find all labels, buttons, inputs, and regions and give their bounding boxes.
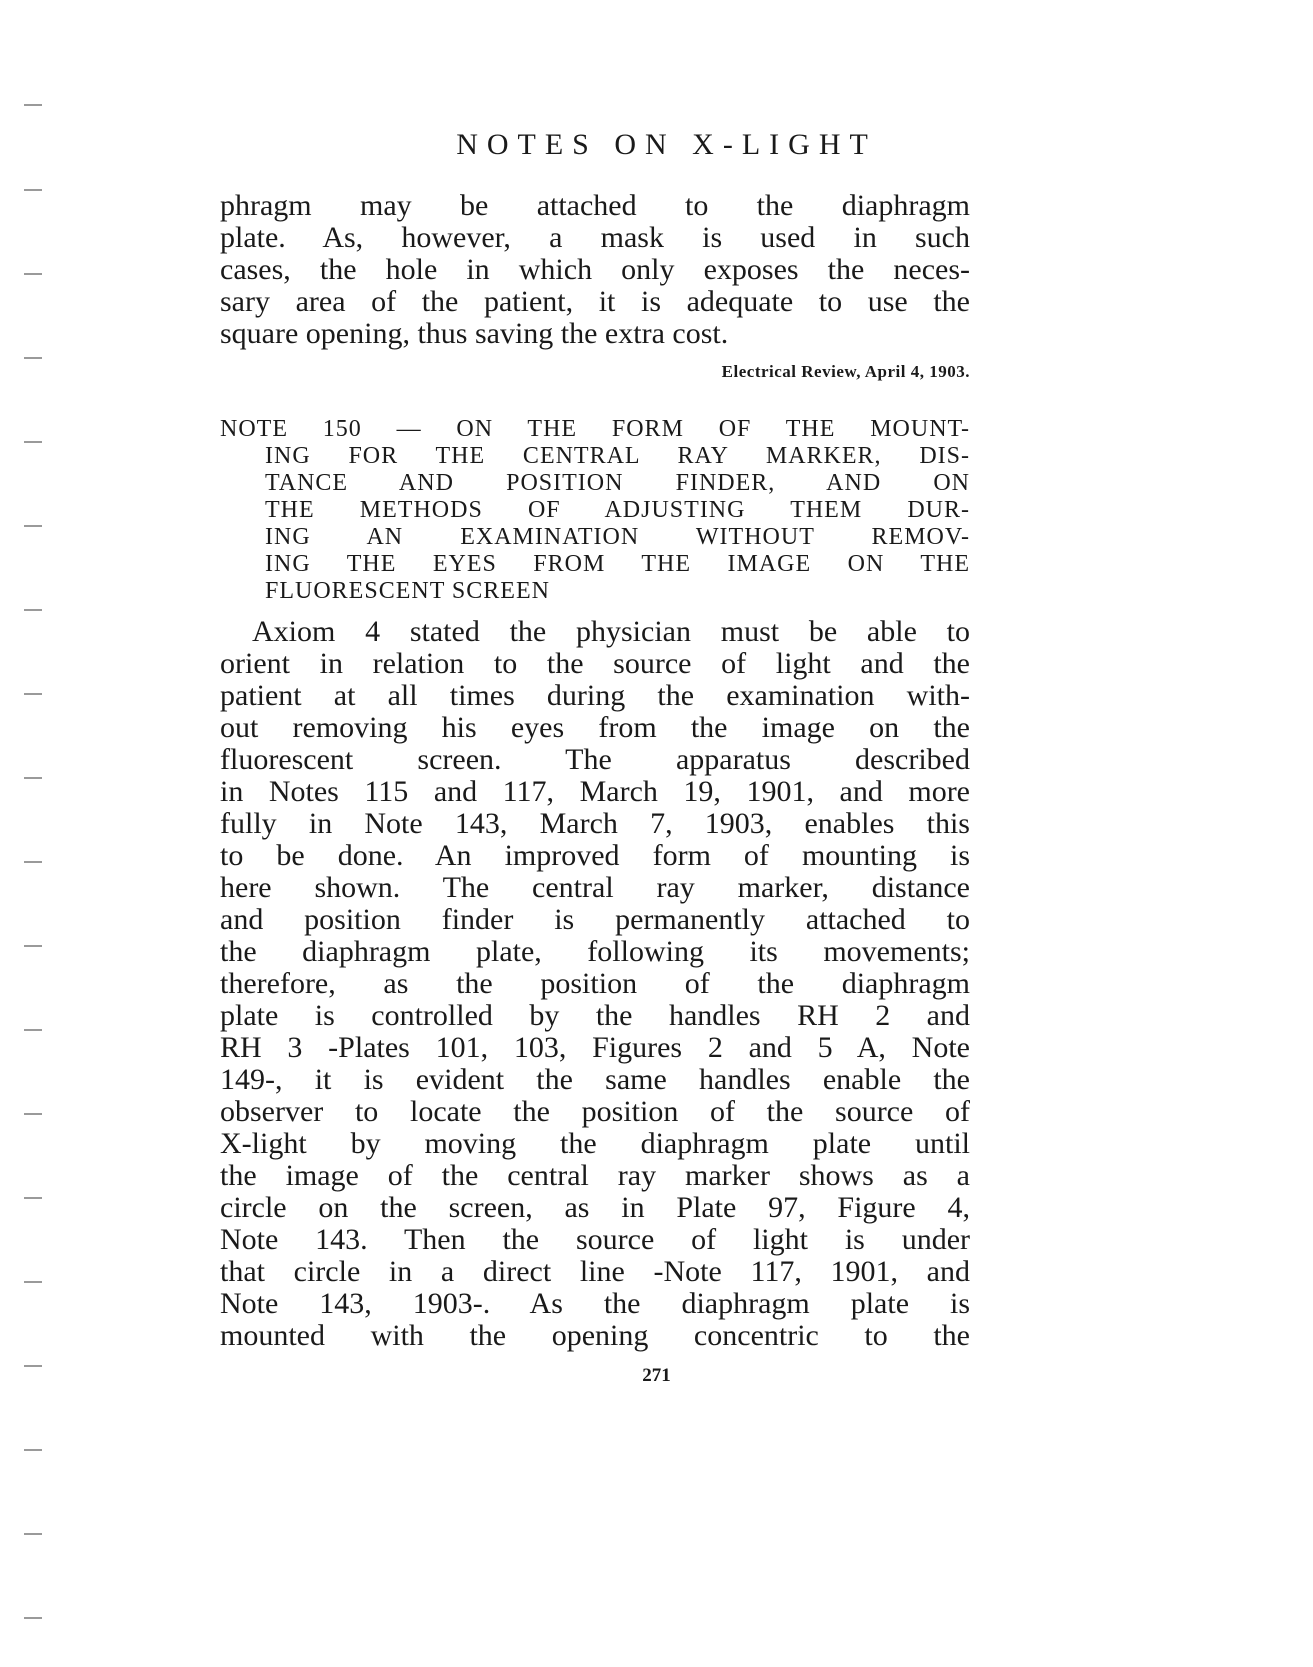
- text-line: phragm may be attached to the diaphragm: [220, 189, 970, 222]
- heading-line: ING THE EYES FROM THE IMAGE ON THE: [265, 551, 970, 577]
- text-line: Axiom 4 stated the physician must be able to: [252, 615, 970, 648]
- text-line: patient at all times during the examination with-: [220, 679, 970, 712]
- margin-mark: [24, 1197, 42, 1199]
- text-line: Note 143, 1903-. As the diaphragm plate is: [220, 1287, 970, 1320]
- heading-line: NOTE 150 — ON THE FORM OF THE MOUNT-: [220, 416, 970, 442]
- margin-mark: [24, 861, 42, 863]
- top-paragraph: [220, 190, 970, 350]
- text-line: mounted with the opening concentric to the: [220, 1319, 970, 1352]
- text-line: out removing his eyes from the image on the: [220, 711, 970, 744]
- margin-mark: [24, 1113, 42, 1115]
- text-line: square opening, thus saving the extra cost.: [220, 317, 729, 350]
- margin-mark: [24, 441, 42, 443]
- text-line: that circle in a direct line -Note 117, 1901, and: [220, 1255, 970, 1288]
- margin-mark: [24, 1533, 42, 1535]
- margin-mark: [24, 777, 42, 779]
- text-line: therefore, as the position of the diaphragm: [220, 967, 970, 1000]
- citation: Electrical Review, April 4, 1903.: [721, 362, 970, 381]
- margin-mark: [24, 1617, 42, 1619]
- text-line: fully in Note 143, March 7, 1903, enables this: [220, 807, 970, 840]
- margin-mark: [24, 609, 42, 611]
- margin-mark: [24, 1281, 42, 1283]
- margin-mark: [24, 273, 42, 275]
- text-line: the image of the central ray marker shows as a: [220, 1159, 970, 1192]
- text-line: plate. As, however, a mask is used in such: [220, 221, 970, 254]
- text-line: RH 3 -Plates 101, 103, Figures 2 and 5 A, Note: [220, 1031, 970, 1064]
- text-line: in Notes 115 and 117, March 19, 1901, and more: [220, 775, 970, 808]
- heading-line: ING FOR THE CENTRAL RAY MARKER, DIS-: [265, 443, 970, 469]
- page-number: 271: [642, 1365, 671, 1386]
- margin-mark: [24, 525, 42, 527]
- margin-mark: [24, 1449, 42, 1451]
- margin-mark: [24, 357, 42, 359]
- heading-line: FLUORESCENT SCREEN: [265, 578, 550, 604]
- margin-mark: [24, 104, 42, 106]
- heading-line: ING AN EXAMINATION WITHOUT REMOV-: [265, 524, 970, 550]
- text-line: X-light by moving the diaphragm plate until: [220, 1127, 970, 1160]
- text-line: plate is controlled by the handles RH 2 and: [220, 999, 970, 1032]
- text-line: the diaphragm plate, following its movements;: [220, 935, 970, 968]
- text-line: to be done. An improved form of mounting is: [220, 839, 970, 872]
- text-line: observer to locate the position of the source of: [220, 1095, 970, 1128]
- text-line: sary area of the patient, it is adequate to use the: [220, 285, 970, 318]
- text-line: Note 143. Then the source of light is under: [220, 1223, 970, 1256]
- running-head: NOTES ON X-LIGHT: [456, 128, 877, 161]
- text-line: and position finder is permanently attached to: [220, 903, 970, 936]
- margin-mark: [24, 945, 42, 947]
- margin-mark: [24, 693, 42, 695]
- body-text: [220, 616, 970, 1352]
- text-line: cases, the hole in which only exposes the neces-: [220, 253, 970, 286]
- text-line: fluorescent screen. The apparatus described: [220, 743, 970, 776]
- heading-line: THE METHODS OF ADJUSTING THEM DUR-: [265, 497, 970, 523]
- margin-mark: [24, 1029, 42, 1031]
- text-line: circle on the screen, as in Plate 97, Figure 4,: [220, 1191, 970, 1224]
- text-line: 149-, it is evident the same handles enable the: [220, 1063, 970, 1096]
- text-line: here shown. The central ray marker, distance: [220, 871, 970, 904]
- heading-line: TANCE AND POSITION FINDER, AND ON: [265, 470, 970, 496]
- note-heading: [220, 416, 970, 605]
- text-line: orient in relation to the source of light and the: [220, 647, 970, 680]
- margin-mark: [24, 189, 42, 191]
